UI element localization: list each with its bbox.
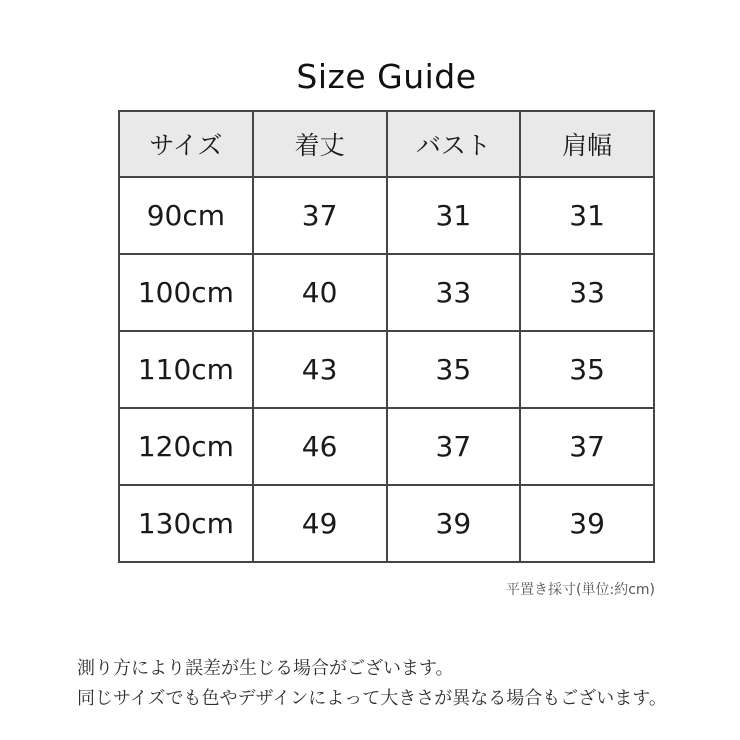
table-row <box>119 254 654 331</box>
cell-bust: 31 <box>387 177 521 254</box>
disclaimer-text <box>77 654 727 714</box>
table-row <box>119 485 654 562</box>
cell-size: 100cm <box>119 254 253 331</box>
column-header-bust: バスト <box>387 111 521 177</box>
cell-shoulder: 31 <box>520 177 654 254</box>
cell-size: 130cm <box>119 485 253 562</box>
cell-bust: 33 <box>387 254 521 331</box>
table-row <box>119 331 654 408</box>
table-header-row <box>119 111 654 177</box>
cell-size: 90cm <box>119 177 253 254</box>
cell-size: 120cm <box>119 408 253 485</box>
table-row <box>119 408 654 485</box>
table-row <box>119 177 654 254</box>
cell-length: 46 <box>253 408 387 485</box>
cell-shoulder: 33 <box>520 254 654 331</box>
page-title: Size Guide <box>296 57 477 96</box>
column-header-size: サイズ <box>119 111 253 177</box>
column-header-length: 着丈 <box>253 111 387 177</box>
cell-length: 49 <box>253 485 387 562</box>
cell-bust: 39 <box>387 485 521 562</box>
cell-length: 43 <box>253 331 387 408</box>
size-guide-table <box>118 110 655 563</box>
measurement-unit-note: 平置き採寸(単位:約cm) <box>506 582 655 598</box>
cell-shoulder: 37 <box>520 408 654 485</box>
cell-length: 40 <box>253 254 387 331</box>
cell-shoulder: 39 <box>520 485 654 562</box>
cell-bust: 35 <box>387 331 521 408</box>
cell-shoulder: 35 <box>520 331 654 408</box>
cell-bust: 37 <box>387 408 521 485</box>
disclaimer-line-1: 測り方により誤差が生じる場合がございます。 <box>77 658 454 679</box>
cell-size: 110cm <box>119 331 253 408</box>
disclaimer-line-2: 同じサイズでも色やデザインによって大きさが異なる場合もございます。 <box>77 688 667 709</box>
column-header-shoulder: 肩幅 <box>520 111 654 177</box>
cell-length: 37 <box>253 177 387 254</box>
